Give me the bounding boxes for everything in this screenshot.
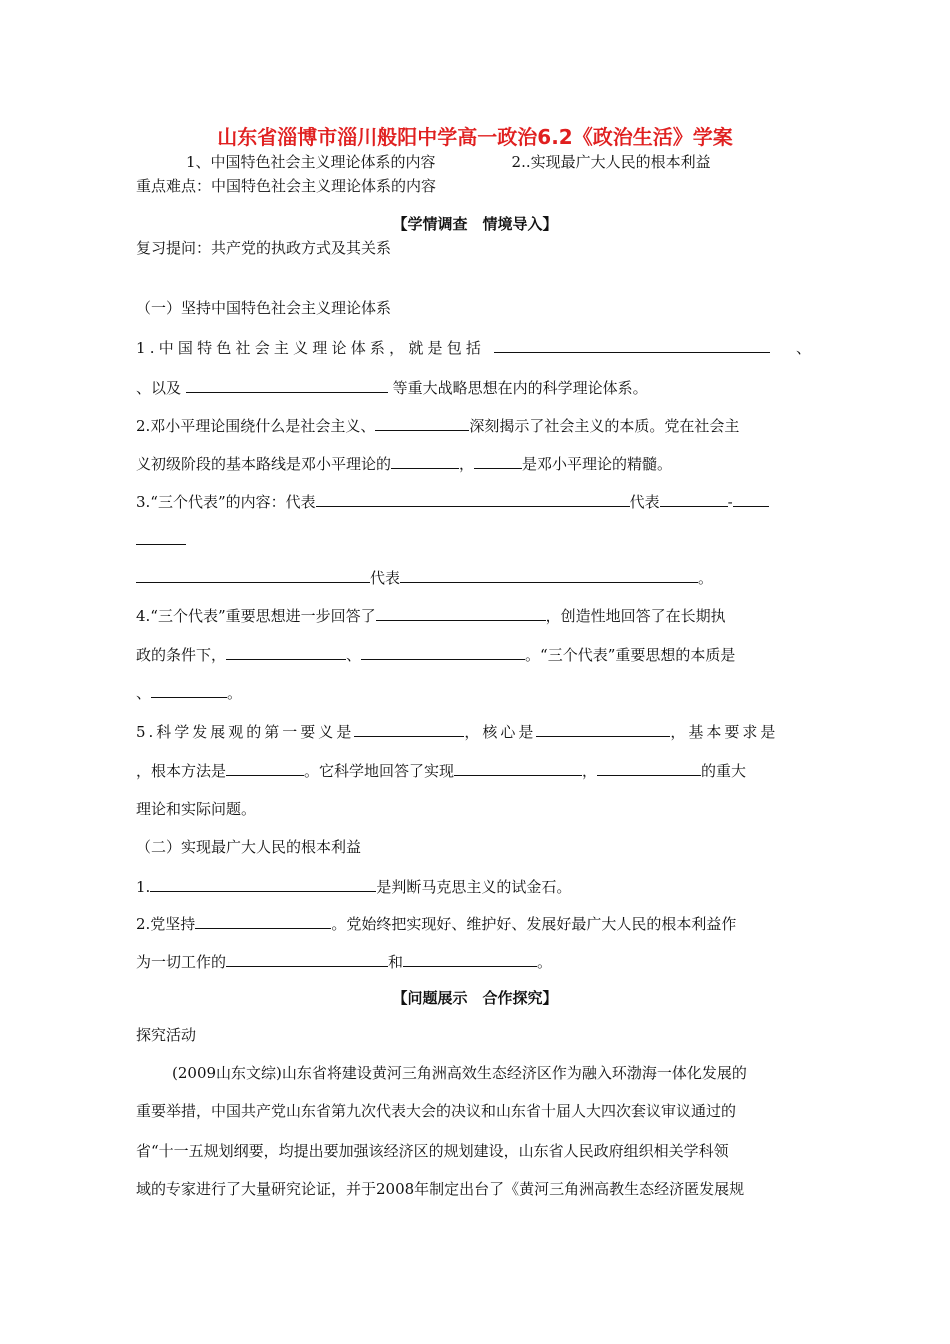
punctuation: 。 bbox=[698, 569, 714, 587]
question-1-text: 、以及 bbox=[136, 379, 182, 397]
question-4-text: 。“三个代表”重要思想的本质是 bbox=[525, 646, 736, 664]
part-2-question-2-text: 为一切工作的 bbox=[136, 953, 227, 971]
part-2-question-1-text: 是判断马克思主义的试金石。 bbox=[376, 878, 572, 896]
blank-field[interactable] bbox=[195, 912, 331, 929]
blank-field[interactable] bbox=[400, 566, 698, 583]
blank-field[interactable] bbox=[597, 759, 701, 776]
blank-field[interactable] bbox=[536, 720, 670, 737]
question-2-text: 2.邓小平理论围绕什么是社会主义、 bbox=[136, 417, 376, 435]
question-2-text: 义初级阶段的基本路线是邓小平理论的 bbox=[136, 455, 392, 473]
question-5-text: 。它科学地回答了实现 bbox=[304, 762, 455, 780]
question-5-text: 5.科学发展观的第一要义是 bbox=[136, 723, 355, 741]
punctuation: 、 bbox=[136, 684, 152, 702]
blank-field[interactable] bbox=[474, 452, 522, 469]
question-2-line-2 bbox=[136, 452, 816, 474]
blank-field[interactable] bbox=[660, 490, 728, 507]
question-3-text: 代表 bbox=[629, 493, 660, 511]
question-5-text: 的重大 bbox=[701, 762, 747, 780]
objective-1: 1、中国特色社会主义理论体系的内容 bbox=[186, 153, 436, 171]
question-4-line-3 bbox=[136, 681, 816, 703]
question-5-line-3: 理论和实际问题。 bbox=[136, 800, 257, 818]
blank-field[interactable] bbox=[150, 875, 376, 892]
part-2-question-2-text: 。党始终把实现好、维护好、发展好最广大人民的根本利益作 bbox=[331, 915, 737, 933]
punctuation: ， bbox=[459, 455, 475, 473]
blank-field[interactable] bbox=[391, 452, 459, 469]
key-difficulty: 重点难点：中国特色社会主义理论体系的内容 bbox=[136, 177, 437, 195]
part-1-heading: （一）坚持中国特色社会主义理论体系 bbox=[136, 299, 392, 317]
question-4-line-2 bbox=[136, 643, 816, 665]
blank-field[interactable] bbox=[733, 490, 769, 507]
question-4-text: ，创造性地回答了在长期执 bbox=[545, 607, 726, 625]
blank-field[interactable] bbox=[403, 950, 537, 967]
part-2-heading: （二）实现最广大人民的根本利益 bbox=[136, 838, 362, 856]
punctuation: 。 bbox=[227, 684, 243, 702]
passage-line-3: 省“十一五规划纲要，均提出要加强该经济区的规划建设，山东省人民政府组织相关学科领 bbox=[136, 1142, 729, 1160]
blank-field[interactable] bbox=[361, 643, 525, 660]
passage-line-2: 重要举措，中国共产党山东省第九次代表大会的决议和山东省十届人大四次套议审议通过的 bbox=[136, 1102, 737, 1120]
question-4-line-1 bbox=[136, 604, 816, 626]
question-5-text: ，基本要求是 bbox=[670, 723, 779, 741]
punctuation: 、 bbox=[346, 646, 362, 664]
blank-field[interactable] bbox=[376, 604, 546, 621]
page-title: 山东省淄博市淄川般阳中学高一政治6.2《政治生活》学案 bbox=[217, 125, 733, 149]
question-2-text: 是邓小平理论的精髓。 bbox=[522, 455, 673, 473]
blank-field[interactable] bbox=[186, 376, 388, 393]
part-2-question-1 bbox=[136, 875, 816, 897]
question-4-text: 4.“三个代表”重要思想进一步回答了 bbox=[136, 607, 376, 625]
question-3-text: 代表 bbox=[370, 569, 401, 587]
question-5-text: ，核心是 bbox=[464, 723, 537, 741]
question-1-line-1 bbox=[136, 336, 816, 358]
punctuation: 、 bbox=[796, 339, 816, 357]
blank-field[interactable] bbox=[226, 950, 388, 967]
question-3-line-2 bbox=[136, 528, 816, 550]
question-1-line-2 bbox=[136, 376, 816, 398]
part-2-question-2-line-1 bbox=[136, 912, 816, 934]
blank-field[interactable] bbox=[151, 681, 227, 698]
question-1-text: 1.中国特色社会主义理论体系，就是包括 bbox=[136, 339, 486, 357]
question-3-line-1 bbox=[136, 490, 816, 512]
question-5-text: ，根本方法是 bbox=[136, 762, 227, 780]
objective-2: 2..实现最广大人民的根本利益 bbox=[511, 153, 711, 171]
question-4-text: 政的条件下， bbox=[136, 646, 227, 664]
dash: - bbox=[727, 493, 733, 511]
question-3-text: 3.“三个代表”的内容：代表 bbox=[136, 493, 316, 511]
punctuation: ， bbox=[582, 762, 598, 780]
blank-field[interactable] bbox=[226, 643, 346, 660]
blank-field[interactable] bbox=[136, 566, 370, 583]
section-heading-problem: 【问题展示 合作探究】 bbox=[392, 989, 558, 1007]
question-5-line-1 bbox=[136, 720, 816, 742]
blank-field[interactable] bbox=[354, 720, 464, 737]
blank-field[interactable] bbox=[136, 528, 186, 545]
activity-heading: 探究活动 bbox=[136, 1026, 197, 1044]
blank-field[interactable] bbox=[316, 490, 630, 507]
blank-field[interactable] bbox=[375, 414, 469, 431]
punctuation: 。 bbox=[537, 953, 553, 971]
learning-objectives bbox=[136, 152, 816, 172]
question-2-text: 深刻揭示了社会主义的本质。党在社会主 bbox=[469, 417, 740, 435]
question-3-line-3 bbox=[136, 566, 816, 588]
part-2-question-1-text: 1. bbox=[136, 878, 151, 896]
part-2-question-2-line-2 bbox=[136, 950, 816, 972]
part-2-question-2-text: 和 bbox=[388, 953, 404, 971]
passage-line-4: 域的专家进行了大量研究论证，并于2008年制定出台了《黄河三角洲高教生态经济匿发展规 bbox=[136, 1180, 745, 1198]
passage-line-1: (2009山东文综)山东省将建设黄河三角洲高效生态经济区作为融入环渤海一体化发展的 bbox=[172, 1064, 747, 1082]
question-1-text: 等重大战略思想在内的科学理论体系。 bbox=[392, 379, 648, 397]
blank-field[interactable] bbox=[454, 759, 582, 776]
question-2-line-1 bbox=[136, 414, 816, 436]
part-2-question-2-text: 2.党坚持 bbox=[136, 915, 196, 933]
question-5-line-2 bbox=[136, 759, 816, 781]
review-question: 复习提问：共产党的执政方式及其关系 bbox=[136, 239, 392, 257]
section-heading-intro: 【学情调查 情境导入】 bbox=[392, 215, 558, 233]
blank-field[interactable] bbox=[494, 336, 770, 353]
blank-field[interactable] bbox=[226, 759, 304, 776]
